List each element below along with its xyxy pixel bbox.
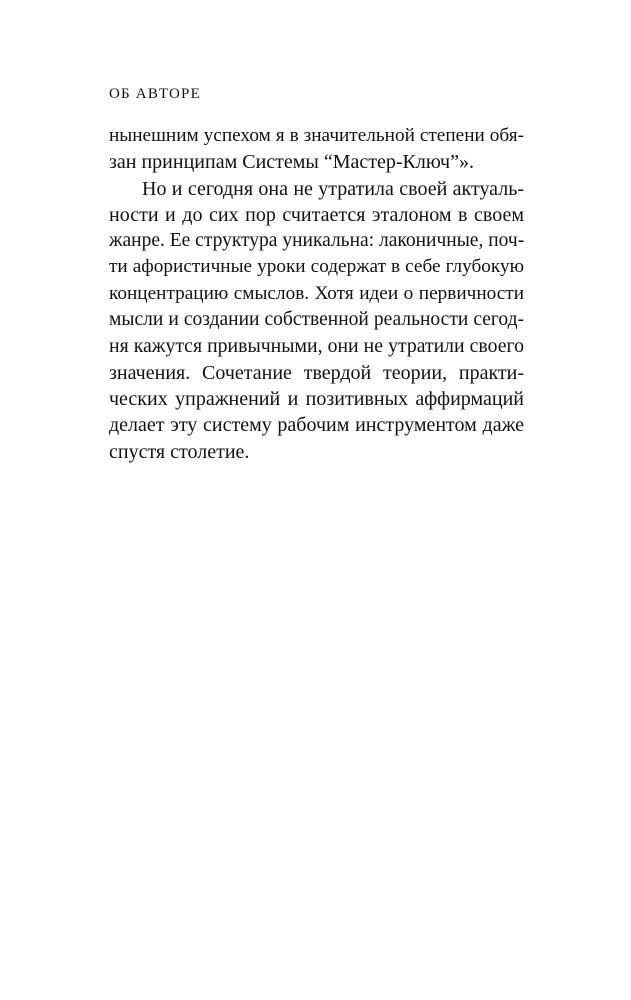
- text-line: жанре. Ее структура уникальна: лаконичные, поч-: [109, 230, 524, 252]
- body-text: [109, 123, 524, 465]
- text-line: спустя столетие.: [109, 440, 250, 463]
- text-line: ческих упражнений и позитивных аффирмаций: [109, 387, 524, 410]
- text-line: делает эту систему рабочим инструментом даже: [109, 414, 524, 437]
- text-line: Но и сегодня она не утратила своей актуаль-: [142, 177, 524, 200]
- text-line: ти афористичные уроки содержат в себе глубокую: [109, 256, 524, 278]
- text-line: ности и до сих пор считается эталоном в своем: [109, 203, 524, 226]
- text-line: зан принципам Системы “Мастер-Ключ”».: [109, 151, 474, 174]
- paragraph-1: [109, 123, 524, 176]
- text-line: нынешним успехом я в значительной степени обя-: [109, 125, 524, 146]
- running-head: ОБ АВТОРЕ: [109, 86, 201, 102]
- text-line: ня кажутся привычными, они не утратили своего: [109, 335, 524, 358]
- text-line: мысли и создании собственной реальности сегод-: [109, 309, 524, 331]
- paragraph-2: [109, 176, 524, 465]
- text-line: концентрацию смыслов. Хотя идеи о первичности: [109, 282, 524, 304]
- text-line: значения. Сочетание твердой теории, практи-: [109, 361, 524, 384]
